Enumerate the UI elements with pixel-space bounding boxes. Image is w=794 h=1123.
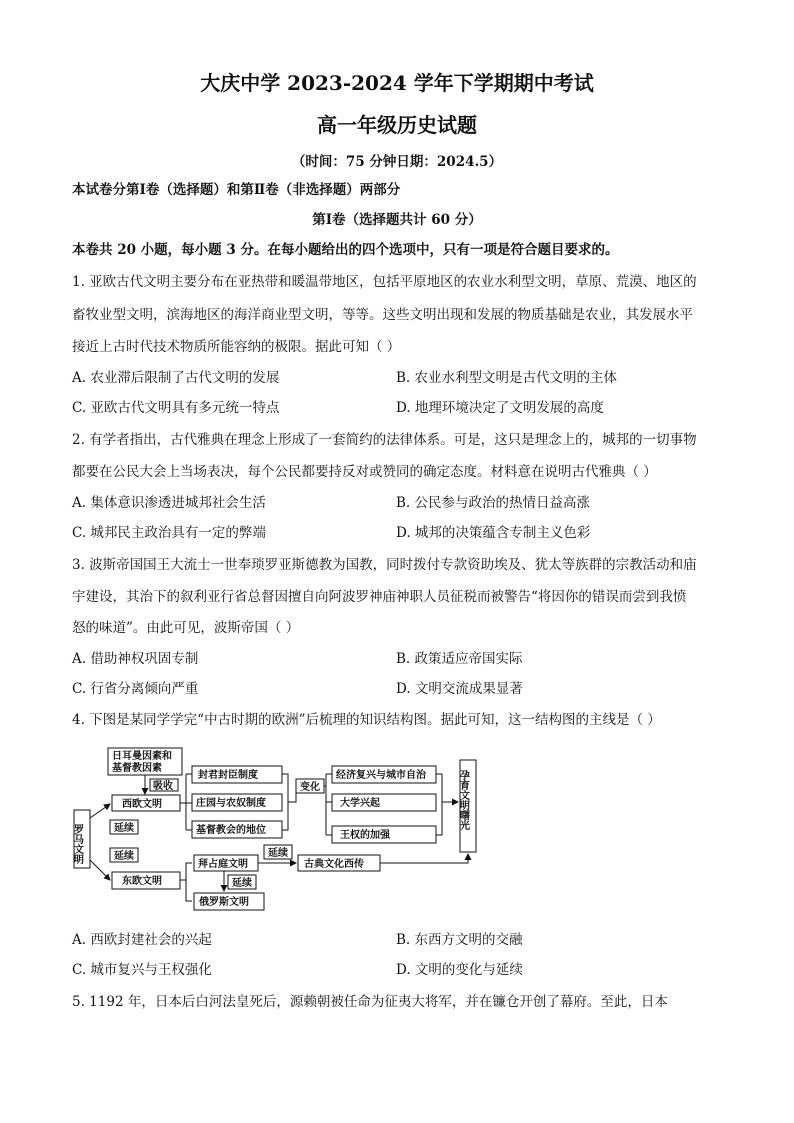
question-line: 1. 亚欧古代文明主要分布在亚热带和暖温带地区，包括平原地区的农业水利型文明，草原、荒漠、地区的 [72,274,697,290]
arrow-classic-dawn [380,854,468,863]
continue-label: 延续 [268,848,288,859]
factors-label: 日耳曼因素和 [112,751,172,762]
change-label: 变化 [300,782,320,793]
bracket-feudal [282,774,296,830]
west-label: 西欧文明 [122,799,162,810]
section-heading: 第Ⅰ卷（选择题共计 60 分） [312,212,482,228]
continue-label: 延续 [114,823,134,834]
knowledge-structure-diagram [71,746,512,916]
continue-label: 延续 [232,878,252,889]
feudal-label: 封君封臣制度 [198,770,258,781]
line-east-byzantine [180,863,192,880]
option-a: A. 集体意识渗透进城邦社会生活 [72,495,266,511]
kingship-label: 王权的加强 [340,830,390,841]
question-line: 畜牧业型文明，滨海地区的海洋商业型文明，等等。这些文明出现和发展的物质基础是农业，其发展水平 [72,307,693,323]
church-label: 基督教会的地位 [196,825,266,836]
option-b: B. 农业水利型文明是古代文明的主体 [396,370,618,386]
time-info: （时间：75 分钟日期：2024.5） [291,154,503,170]
factors-label: 基督教因素 [112,763,162,774]
option-b: B. 政策适应帝国实际 [396,651,523,667]
question-line: 都要在公民大会上当场表决，每个公民都要持反对或赞同的确定态度。材料意在说明古代雅典（ ） [72,464,657,480]
question-line: 2. 有学者指出，古代雅典在理念上形成了一套简约的法律体系。可是，这只是理念上的，城邦的一切事物 [72,432,697,448]
economy-label: 经济复兴与城市自治 [336,770,426,781]
question-line: 4. 下图是某同学学完“中古时期的欧洲”后梳理的知识结构图。据此可知，这一结构图的主线是（ ） [72,712,661,728]
option-a: A. 农业滞后限制了古代文明的发展 [72,370,280,386]
option-b: B. 公民参与政治的热情日益高涨 [396,495,591,511]
classic-label: 古典文化西传 [304,859,364,870]
bracket-west [180,774,192,830]
exam-title: 大庆中学 2023-2024 学年下学期期中考试 [200,71,594,95]
option-c: C. 亚欧古代文明具有多元统一特点 [72,400,280,416]
byzantine-label: 拜占庭文明 [198,859,248,870]
instruction-line: 本卷共 20 小题，每小题 3 分。在每小题给出的四个选项中，只有一项是符合题目要求的。 [72,242,619,258]
option-c: C. 城邦民主政治具有一定的弊端 [72,525,266,541]
question-line: 怒的味道”。由此可见，波斯帝国（ ） [72,620,300,636]
option-c: C. 行省分离倾向严重 [72,681,199,697]
east-label: 东欧文明 [122,876,162,887]
bracket-right [436,774,458,835]
question-line: 5. 1192 年，日本后白河法皇死后，源赖朝被任命为征夷大将军，并在镰仓开创了幕府。至此，日本 [72,994,668,1010]
russia-label: 俄罗斯文明 [199,897,249,908]
line-east-russia [186,880,192,901]
option-b: B. 东西方文明的交融 [396,932,523,948]
option-a: A. 西欧封建社会的兴起 [72,932,212,948]
arrow-rome-west [90,804,110,818]
university-label: 大学兴起 [340,798,380,809]
option-d: D. 文明交流成果显著 [396,681,523,697]
option-d: D. 文明的变化与延续 [396,962,523,978]
question-line: 3. 波斯帝国国王大流士一世奉琐罗亚斯德教为国教，同时拨付专款资助埃及、犹太等族群的宗教活动和庙 [72,557,697,573]
option-d: D. 城邦的决策蕴含专制主义色彩 [396,525,591,541]
dawn-label: 孕育文明曙光 [457,770,469,830]
option-a: A. 借助神权巩固专制 [72,651,199,667]
intro-line: 本试卷分第Ⅰ卷（选择题）和第Ⅱ卷（非选择题）两部分 [72,182,401,198]
manor-label: 庄园与农奴制度 [196,798,266,809]
exam-subtitle: 高一年级历史试题 [317,113,477,137]
option-d: D. 地理环境决定了文明发展的高度 [396,400,604,416]
option-c: C. 城市复兴与王权强化 [72,962,212,978]
arrow-rome-east [90,860,110,880]
question-line: 宇建设，其治下的叙利亚行省总督因擅自向阿波罗神庙神职人员征税而被警告“将因你的错误而尝到我愤 [72,589,687,605]
arrow-change [324,774,332,835]
absorb-label: 吸收 [153,781,173,792]
rome-label: 罗马文明 [71,824,83,864]
continue-label: 延续 [114,851,134,862]
question-line: 接近上古时代技术物质所能容纳的极限。据此可知（ ） [72,339,401,355]
